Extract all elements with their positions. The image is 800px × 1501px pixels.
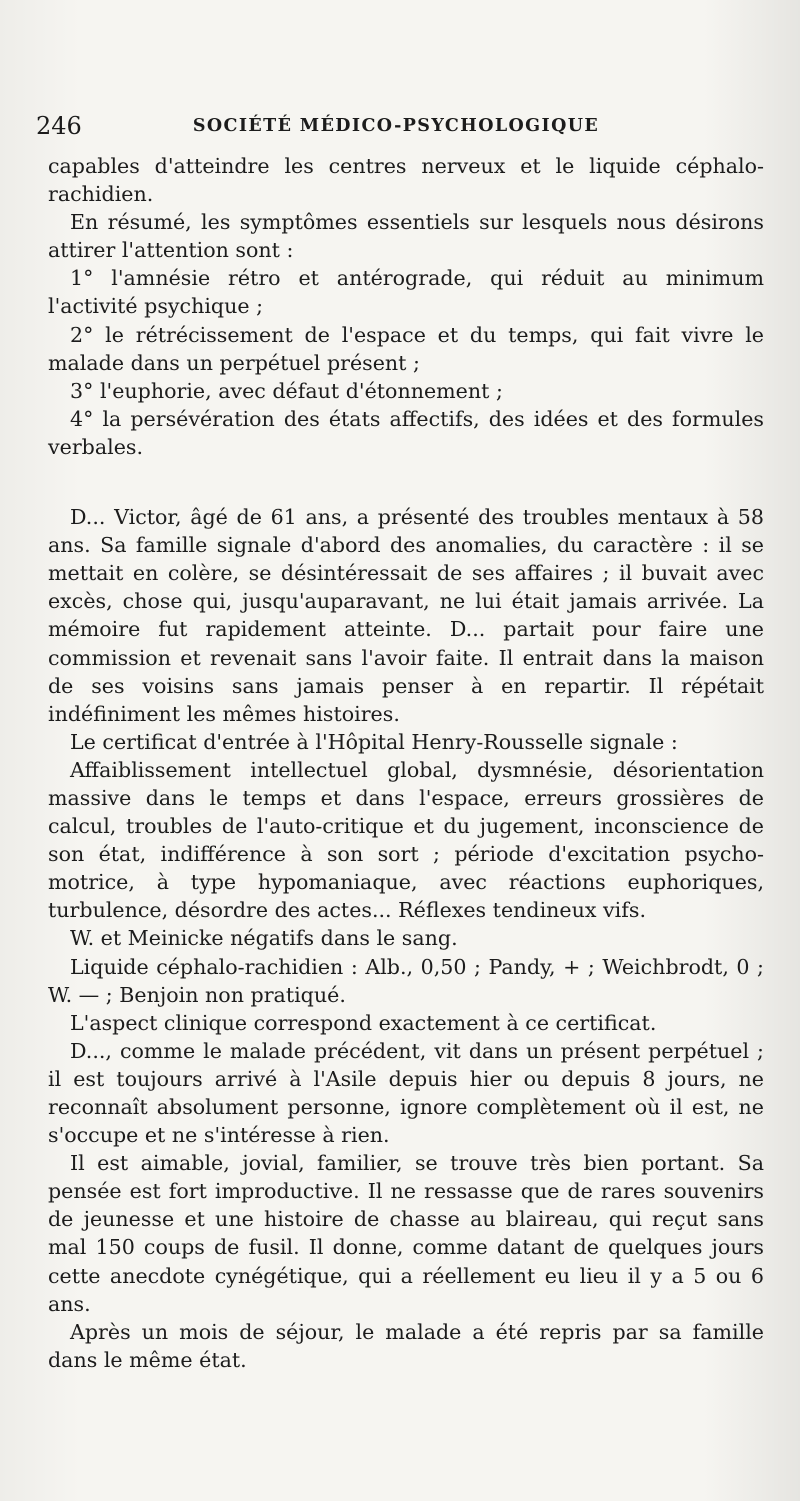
- list-item: 3° l'euphorie, avec défaut d'étonnement ;: [70, 378, 503, 403]
- paragraph: Il est aimable, jovial, familier, se trouve très bien portant. Sa pensée est fort improductive. Il ne ressasse que de rares souvenirs de jeunesse et une histoire de chasse au blaireau, qui reçut sans mal 150 coups de fusil. Il donne, comme datant de quelques jours cette anecdote cynégétique, qui a réellement eu lieu il y a 5 ou 6 ans.: [48, 1151, 764, 1316]
- paragraph: capables d'atteindre les centres nerveux et le liquide céphalo-rachidien.: [48, 154, 764, 207]
- paragraph: D..., comme le malade précédent, vit dans un présent perpétuel ; il est toujours arrivé à l'Asile depuis hier ou depuis 8 jours, ne reconnaît absolument personne, ignore complètement où il est, ne s'occupe et ne s'intéresse à rien.: [48, 1038, 764, 1148]
- paragraph: L'aspect clinique correspond exactement à ce certificat.: [70, 1010, 657, 1035]
- paragraph: W. et Meinicke négatifs dans le sang.: [70, 926, 458, 951]
- paragraph: D... Victor, âgé de 61 ans, a présenté des troubles mentaux à 58 ans. Sa famille signale d'abord des anomalies, du caractère : il se mettait en colère, se désintéressait de ses affaires ; il buvait avec excès, chose qui, jusqu'auparavant, ne lui était jamais arrivée. La mémoire fut rapidement atteinte. D... partait pour faire une commission et revenait sans l'avoir faite. Il entrait dans la maison de ses voisins sans jamais penser à en repartir. Il répétait indéfiniment les mêmes histoires.: [48, 505, 764, 726]
- paragraph: En résumé, les symptômes essentiels sur lesquels nous désirons attirer l'attention sont :: [48, 210, 764, 263]
- paragraph: Le certificat d'entrée à l'Hôpital Henry-Rousselle signale :: [70, 729, 678, 754]
- list-item: 2° le rétrécissement de l'espace et du temps, qui fait vivre le malade dans un perpétuel présent ;: [48, 322, 764, 375]
- running-head: SOCIÉTÉ MÉDICO-PSYCHOLOGIQUE: [192, 116, 600, 136]
- section-gap: [48, 461, 764, 503]
- body-text: [48, 152, 764, 1374]
- paragraph: Liquide céphalo-rachidien : Alb., 0,50 ; Pandy, + ; Weichbrodt, 0 ; W. — ; Benjoin non pratiqué.: [48, 954, 764, 1007]
- list-item: 1° l'amnésie rétro et antérograde, qui réduit au minimum l'activité psychique ;: [48, 266, 764, 319]
- paragraph: Après un mois de séjour, le malade a été repris par sa famille dans le même état.: [48, 1319, 764, 1372]
- page-number: 246: [36, 112, 82, 140]
- paragraph: Affaiblissement intellectuel global, dysmnésie, désorientation massive dans le temps et dans l'espace, erreurs grossières de calcul, troubles de l'auto-critique et du jugement, inconscience de son état, indifférence à son sort ; période d'excitation psycho-motrice, à type hypomaniaque, avec réactions euphoriques, turbulence, désordre des actes... Réflexes tendineux vifs.: [48, 757, 764, 923]
- page-header: [36, 108, 756, 144]
- list-item: 4° la persévération des états affectifs, des idées et des formules verbales.: [48, 406, 764, 459]
